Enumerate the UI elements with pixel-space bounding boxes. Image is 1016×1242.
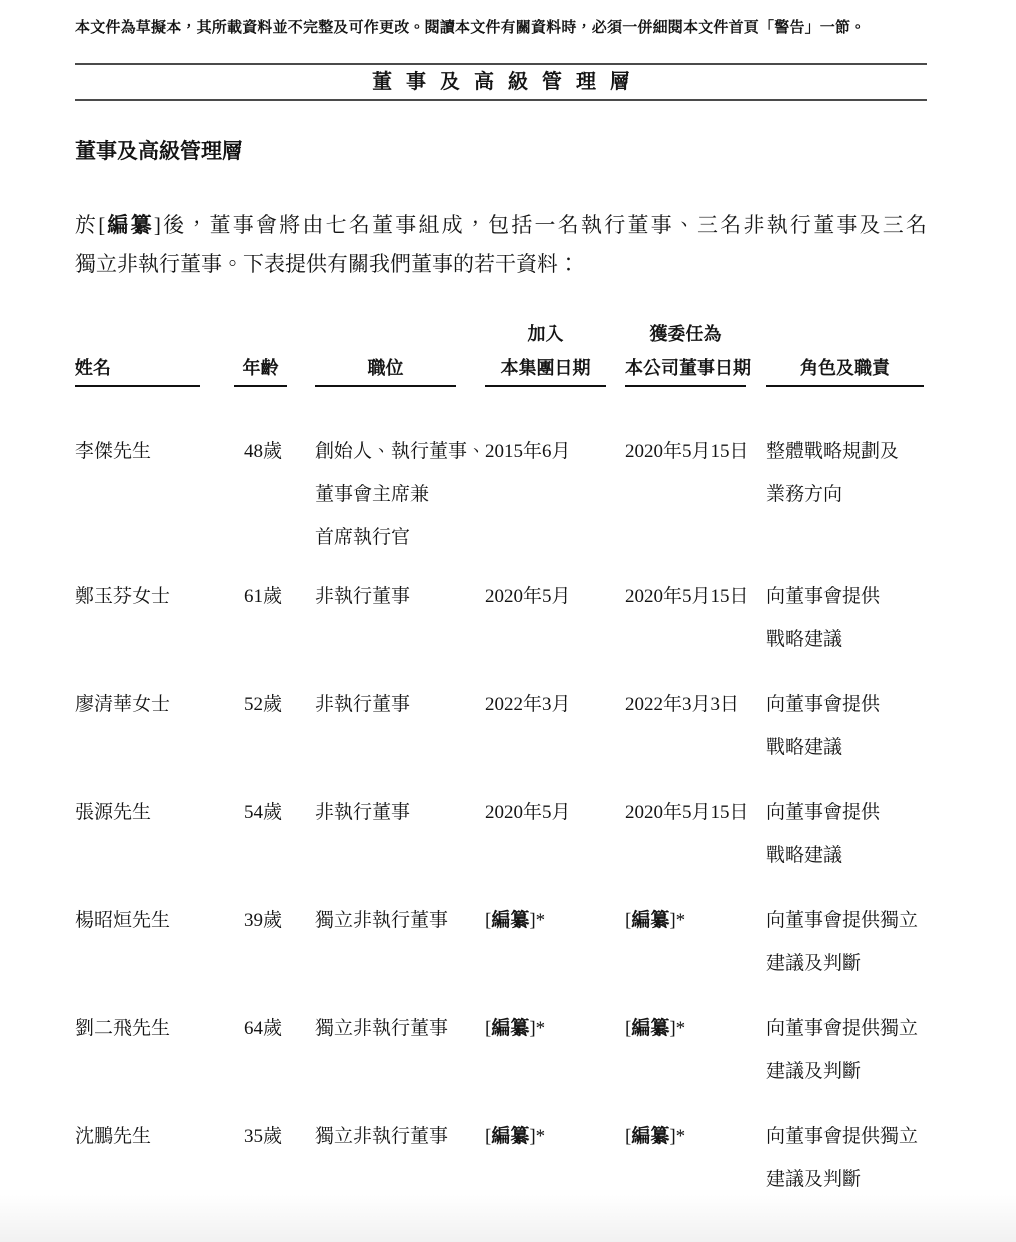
directors-table-body — [75, 387, 927, 1223]
redaction-note: 編纂 — [105, 214, 154, 237]
redaction-note: 編纂 — [631, 1126, 670, 1147]
director-name-cell: 沈鵬先生 — [75, 1126, 152, 1147]
table-row — [75, 791, 927, 899]
director-age-cell: 54歲 — [244, 802, 283, 823]
date-joined-cell: [編纂]* — [485, 1018, 546, 1039]
director-age-cell: 39歲 — [244, 910, 283, 931]
director-age-cell: 61歲 — [244, 586, 283, 607]
date-joined-cell: 2020年5月 — [485, 802, 571, 823]
director-position-cell: 獨立非執行董事 — [315, 1018, 449, 1039]
director-position-cell: 非執行董事 — [315, 694, 411, 715]
date-appointed-cell: 2022年3月3日 — [625, 694, 740, 715]
director-position-cell: 獨立非執行董事 — [315, 1126, 449, 1147]
director-name-cell: 李傑先生 — [75, 441, 152, 462]
column-header-date-joined-group: 加入 本集團日期 — [485, 317, 625, 387]
director-name-cell: 楊昭烜先生 — [75, 910, 171, 931]
roles-cell: 向董事會提供獨立 建議及判斷 — [766, 910, 919, 974]
header-row — [75, 317, 927, 387]
table-row — [75, 899, 927, 1007]
chapter-title-band — [75, 63, 927, 101]
column-header-date-appointed-director: 獲委任為 本公司董事日期 — [625, 317, 766, 387]
date-appointed-cell: 2020年5月15日 — [625, 802, 749, 823]
director-position-cell: 獨立非執行董事 — [315, 910, 449, 931]
date-joined-cell: 2022年3月 — [485, 694, 571, 715]
roles-cell: 向董事會提供獨立 建議及判斷 — [766, 1018, 919, 1082]
date-joined-cell: 2020年5月 — [485, 586, 571, 607]
redaction-note: 編纂 — [491, 1126, 530, 1147]
directors-table — [75, 317, 927, 1223]
director-name-cell: 廖清華女士 — [75, 694, 171, 715]
column-header-name: 姓名 — [75, 317, 234, 387]
director-position-cell: 非執行董事 — [315, 586, 411, 607]
column-header-position: 職位 — [315, 317, 485, 387]
date-appointed-cell: 2020年5月15日 — [625, 441, 749, 462]
redaction-note: 編纂 — [491, 910, 530, 931]
chapter-title: 董事及高級管理層 — [372, 71, 644, 93]
roles-cell: 向董事會提供 戰略建議 — [766, 586, 881, 650]
date-appointed-cell: [編纂]* — [625, 1126, 686, 1147]
date-appointed-cell: 2020年5月15日 — [625, 586, 749, 607]
redaction-note: 編纂 — [631, 910, 670, 931]
date-joined-cell: [編纂]* — [485, 1126, 546, 1147]
date-joined-cell: 2015年6月 — [485, 441, 571, 462]
intro-line-2: 獨立非執行董事。下表提供有關我們董事的若干資料： — [75, 252, 579, 276]
redaction-note: 編纂 — [491, 1018, 530, 1039]
roles-cell: 向董事會提供獨立 建議及判斷 — [766, 1126, 919, 1190]
director-position-cell: 創始人、執行董事、 董事會主席兼 首席執行官 — [315, 441, 487, 548]
director-name-cell: 劉二飛先生 — [75, 1018, 171, 1039]
director-name-cell: 鄭玉芬女士 — [75, 586, 171, 607]
director-age-cell: 35歲 — [244, 1126, 283, 1147]
column-header-roles: 角色及職責 — [766, 317, 927, 387]
director-name-cell: 張源先生 — [75, 802, 152, 823]
table-row — [75, 575, 927, 683]
column-header-age: 年齡 — [234, 317, 315, 387]
intro-line-1: 於[編纂]後，董事會將由七名董事組成，包括一名執行董事、三名非執行董事及三名 — [75, 213, 928, 237]
roles-cell: 整體戰略規劃及 業務方向 — [766, 441, 900, 505]
section-heading: 董事及高級管理層 — [75, 140, 243, 163]
director-age-cell: 52歲 — [244, 694, 283, 715]
table-row — [75, 1007, 927, 1115]
intro-paragraph — [75, 206, 927, 283]
roles-cell: 向董事會提供 戰略建議 — [766, 694, 881, 758]
date-joined-cell: [編纂]* — [485, 910, 546, 931]
director-age-cell: 64歲 — [244, 1018, 283, 1039]
table-row — [75, 387, 927, 575]
director-position-cell: 非執行董事 — [315, 802, 411, 823]
table-row — [75, 683, 927, 791]
table-row — [75, 1115, 927, 1223]
date-appointed-cell: [編纂]* — [625, 1018, 686, 1039]
director-age-cell: 48歲 — [244, 441, 283, 462]
draft-disclaimer: 本文件為草擬本，其所載資料並不完整及可作更改。閱讀本文件有關資料時，必須一併細閱本文件首頁「警告」一節。 — [75, 19, 866, 36]
date-appointed-cell: [編纂]* — [625, 910, 686, 931]
directors-table-header — [75, 317, 927, 387]
redaction-note: 編纂 — [631, 1018, 670, 1039]
roles-cell: 向董事會提供 戰略建議 — [766, 802, 881, 866]
